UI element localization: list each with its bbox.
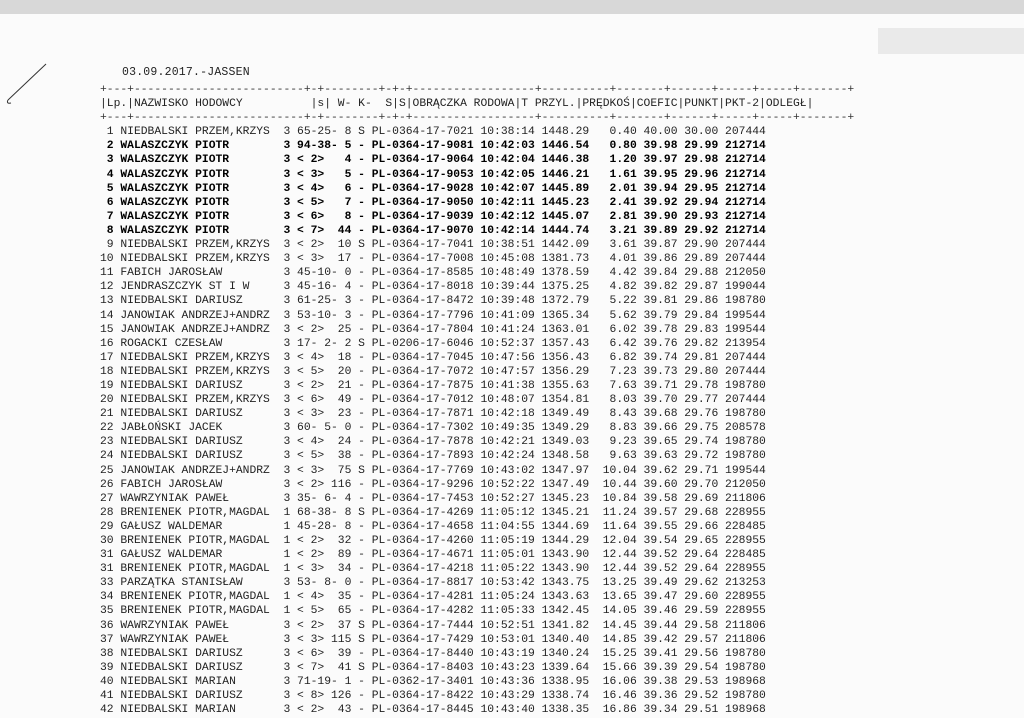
table-row: 6 WALASZCZYK PIOTR 3 < 5> 7 - PL-0364-17-9050 10:42:11 1445.23 2.41 39.92 29.94 212714 [100, 196, 766, 209]
table-row: 33 PARZĄTKA STANISŁAW 3 53- 8- 0 - PL-0364-17-8817 10:53:42 1343.75 13.25 39.49 29.62 213253 [100, 577, 766, 590]
table-row: 2 WALASZCZYK PIOTR 3 94-38- 5 - PL-0364-17-9081 10:42:03 1446.54 0.80 39.98 29.99 212714 [100, 140, 766, 153]
table-row: 23 NIEDBALSKI DARIUSZ 3 < 4> 24 - PL-0364-17-7878 10:42:21 1349.03 9.23 39.65 29.74 198780 [100, 436, 766, 449]
table-row: 18 NIEDBALSKI PRZEM,KRZYS 3 < 5> 20 - PL-0364-17-7072 10:47:57 1356.29 7.23 39.73 29.80 207444 [100, 365, 766, 378]
table-row: 31 GAŁUSZ WALDEMAR 1 < 2> 89 - PL-0364-17-4671 11:05:01 1343.90 12.44 39.52 29.64 228485 [100, 549, 766, 562]
table-row: 41 NIEDBALSKI DARIUSZ 3 < 8> 126 - PL-0364-17-8422 10:43:29 1338.74 16.46 39.36 29.52 198780 [100, 690, 766, 703]
table-row: 3 WALASZCZYK PIOTR 3 < 2> 4 - PL-0364-17-9064 10:42:04 1446.38 1.20 39.97 29.98 212714 [100, 154, 766, 167]
scan-corner-shadow [878, 28, 1024, 54]
scanned-page [0, 14, 1024, 718]
table-row: 22 JABŁOŃSKI JACEK 3 60- 5- 0 - PL-0364-17-7302 10:49:35 1349.29 8.83 39.66 29.75 208578 [100, 422, 766, 435]
table-row: 14 JANOWIAK ANDRZEJ+ANDRZ 3 53-10- 3 - PL-0364-17-7796 10:41:09 1365.34 5.62 39.79 29.84 199544 [100, 309, 766, 322]
document-title: 03.09.2017.-JASSEN [122, 66, 250, 79]
table-row: 19 NIEDBALSKI DARIUSZ 3 < 2> 21 - PL-0364-17-7875 10:41:38 1355.63 7.63 39.71 29.78 198780 [100, 379, 766, 392]
table-row: 24 NIEDBALSKI DARIUSZ 3 < 5> 38 - PL-0364-17-7893 10:42:24 1348.58 9.63 39.63 29.72 198780 [100, 450, 766, 463]
table-row: 15 JANOWIAK ANDRZEJ+ANDRZ 3 < 2> 25 - PL-0364-17-7804 10:41:24 1363.01 6.02 39.78 29.83 199544 [100, 323, 766, 336]
table-row: 10 NIEDBALSKI PRZEM,KRZYS 3 < 3> 17 - PL-0364-17-7008 10:45:08 1381.73 4.01 39.86 29.89 207444 [100, 253, 766, 266]
table-row: 7 WALASZCZYK PIOTR 3 < 6> 8 - PL-0364-17-9039 10:42:12 1445.07 2.81 39.90 29.93 212714 [100, 210, 766, 223]
table-row: 36 WAWRZYNIAK PAWEŁ 3 < 2> 37 S PL-0364-17-7444 10:52:51 1341.82 14.45 39.44 29.58 211806 [100, 619, 766, 632]
table-header: |Lp.|NAZWISKO HODOWCY |s| W- K- S|S|OBRĄCZKA RODOWA|T PRZYL.|PRĘDKOŚ|COEFIC|PUNKT|PKT-2|ODLEGŁ| [100, 98, 814, 111]
table-row: 42 NIEDBALSKI MARIAN 3 < 2> 43 - PL-0364-17-8445 10:43:40 1338.35 16.86 39.34 29.51 198968 [100, 704, 766, 717]
pen-mark-icon [6, 60, 56, 106]
table-row: 21 NIEDBALSKI DARIUSZ 3 < 3> 23 - PL-0364-17-7871 10:42:18 1349.49 8.43 39.68 29.76 198780 [100, 408, 766, 421]
table-row: 31 BRENIENEK PIOTR,MAGDAL 1 < 3> 34 - PL-0364-17-4218 11:05:22 1343.90 12.44 39.52 29.64 228955 [100, 563, 766, 576]
table-row: 13 NIEDBALSKI DARIUSZ 3 61-25- 3 - PL-0364-17-8472 10:39:48 1372.79 5.22 39.81 29.86 198780 [100, 295, 766, 308]
table-row: 26 FABICH JAROSŁAW 3 < 2> 116 - PL-0364-17-9296 10:52:22 1347.49 10.44 39.60 29.70 212050 [100, 478, 766, 491]
table-row: 12 JENDRASZCZYK ST I W 3 45-16- 4 - PL-0364-17-8018 10:39:44 1375.25 4.82 39.82 29.87 199044 [100, 281, 766, 294]
table-row: 9 NIEDBALSKI PRZEM,KRZYS 3 < 2> 10 S PL-0364-17-7041 10:38:51 1442.09 3.61 39.87 29.90 207444 [100, 239, 766, 252]
table-row: 20 NIEDBALSKI PRZEM,KRZYS 3 < 6> 49 - PL-0364-17-7012 10:48:07 1354.81 8.03 39.70 29.77 207444 [100, 394, 766, 407]
table-row: 38 NIEDBALSKI DARIUSZ 3 < 6> 39 - PL-0364-17-8440 10:43:19 1340.24 15.25 39.41 29.56 198780 [100, 647, 766, 660]
table-row: 5 WALASZCZYK PIOTR 3 < 4> 6 - PL-0364-17-9028 10:42:07 1445.89 2.01 39.94 29.95 212714 [100, 182, 766, 195]
table-row: 8 WALASZCZYK PIOTR 3 < 7> 44 - PL-0364-17-9070 10:42:14 1444.74 3.21 39.89 29.92 212714 [100, 224, 766, 237]
table-row: 17 NIEDBALSKI PRZEM,KRZYS 3 < 4> 18 - PL-0364-17-7045 10:47:56 1356.43 6.82 39.74 29.81 207444 [100, 351, 766, 364]
results-table [100, 83, 854, 717]
table-row: 16 ROGACKI CZESŁAW 3 17- 2- 2 S PL-0206-17-6046 10:52:37 1357.43 6.42 39.76 29.82 213954 [100, 337, 766, 350]
table-row: 1 NIEDBALSKI PRZEM,KRZYS 3 65-25- 8 S PL-0364-17-7021 10:38:14 1448.29 0.40 40.00 30.00 207444 [100, 126, 766, 139]
table-body [100, 125, 854, 717]
table-row: 25 JANOWIAK ANDRZEJ+ANDRZ 3 < 3> 75 S PL-0364-17-7769 10:43:02 1347.97 10.04 39.62 29.71 199544 [100, 464, 766, 477]
table-row: 4 WALASZCZYK PIOTR 3 < 3> 5 - PL-0364-17-9053 10:42:05 1446.21 1.61 39.95 29.96 212714 [100, 168, 766, 181]
table-row: 37 WAWRZYNIAK PAWEŁ 3 < 3> 115 S PL-0364-17-7429 10:53:01 1340.40 14.85 39.42 29.57 211806 [100, 633, 766, 646]
table-row: 30 BRENIENEK PIOTR,MAGDAL 1 < 2> 32 - PL-0364-17-4260 11:05:19 1344.29 12.04 39.54 29.65 228955 [100, 535, 766, 547]
table-border-header: +---+-------------------------+-+--------+-+-+------------------+----------+-------+------+-----+-----+-------+ [100, 112, 855, 125]
table-border-top: +---+-------------------------+-+--------+-+-+------------------+----------+-------+------+-----+-----+-------+ [100, 84, 855, 96]
table-row: 40 NIEDBALSKI MARIAN 3 71-19- 1 - PL-0362-17-3401 10:43:36 1338.95 16.06 39.38 29.53 198968 [100, 675, 766, 688]
table-row: 34 BRENIENEK PIOTR,MAGDAL 1 < 4> 35 - PL-0364-17-4281 11:05:24 1343.63 13.65 39.47 29.60 228955 [100, 591, 766, 604]
table-row: 11 FABICH JAROSŁAW 3 45-10- 0 - PL-0364-17-8585 10:48:49 1378.59 4.42 39.84 29.88 212050 [100, 267, 766, 280]
table-row: 35 BRENIENEK PIOTR,MAGDAL 1 < 5> 65 - PL-0364-17-4282 11:05:33 1342.45 14.05 39.46 29.59 228955 [100, 605, 766, 618]
table-row: 28 BRENIENEK PIOTR,MAGDAL 1 68-38- 8 S PL-0364-17-4269 11:05:12 1345.21 11.24 39.57 29.68 228955 [100, 506, 766, 519]
table-row: 27 WAWRZYNIAK PAWEŁ 3 35- 6- 4 - PL-0364-17-7453 10:52:27 1345.23 10.84 39.58 29.69 211806 [100, 492, 766, 505]
table-row: 39 NIEDBALSKI DARIUSZ 3 < 7> 41 S PL-0364-17-8403 10:43:23 1339.64 15.66 39.39 29.54 198780 [100, 661, 766, 674]
scan-top-edge [0, 0, 1024, 14]
table-row: 29 GAŁUSZ WALDEMAR 1 45-28- 8 - PL-0364-17-4658 11:04:55 1344.69 11.64 39.55 29.66 228485 [100, 520, 766, 533]
